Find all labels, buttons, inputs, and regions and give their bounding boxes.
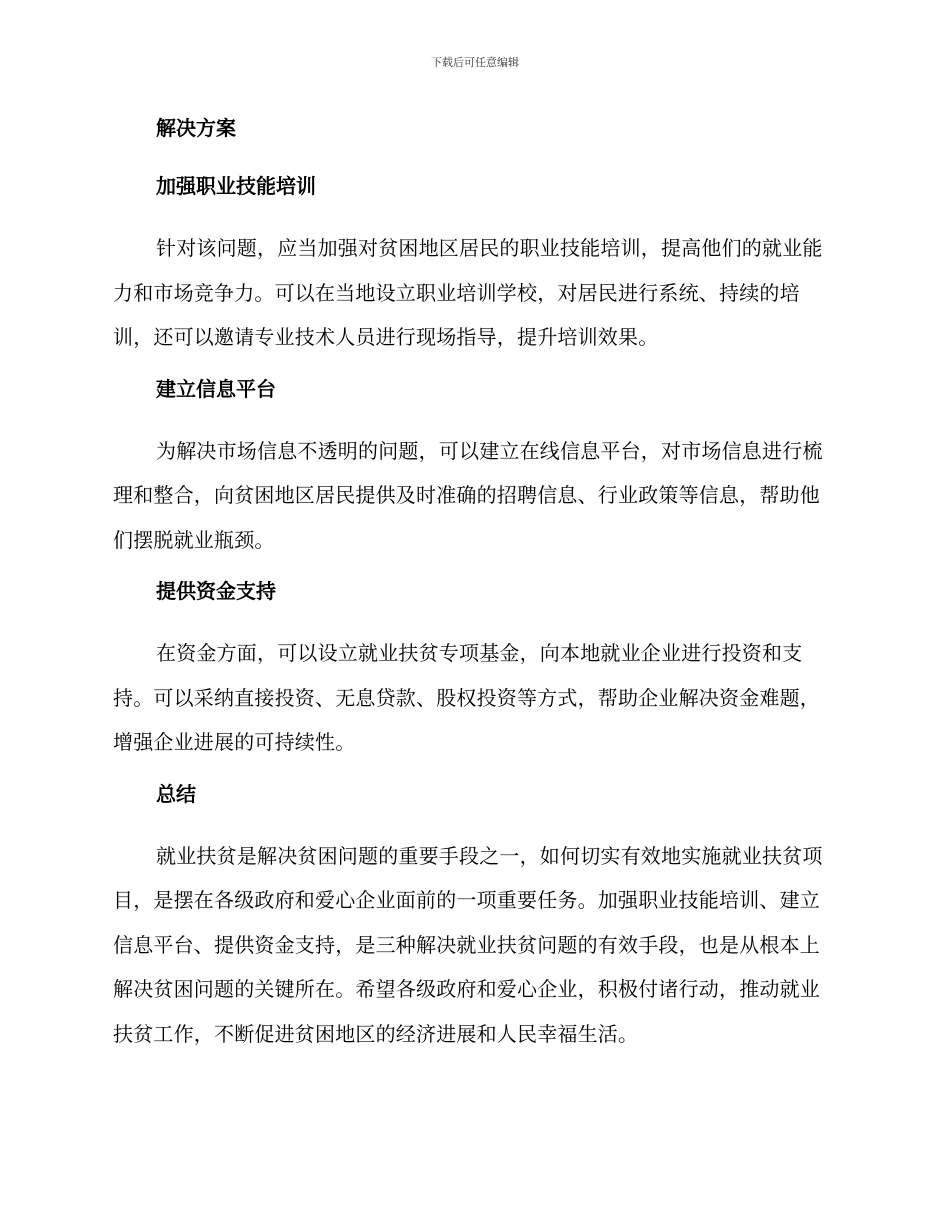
page-header: 下载后可任意编辑	[431, 56, 519, 69]
section-heading-solution: 解决方案	[156, 116, 236, 140]
section-heading-summary: 总结	[156, 781, 196, 806]
section-paragraph-summary: 就业扶贫是解决贫困问题的重要手段之一，如何切实有效地实施就业扶贫项目，是摆在各级政府和爱心企业面前的一项重要任务。加强职业技能培训、建立信息平台、提供资金支持，是三种解决就业扶贫问题的有效手段，也是从根本上解决贫困问题的关键所在。希望各级政府和爱心企业，积极付诸行动，推动就业扶贫工作，不断促进贫困地区的经济进展和人民幸福生活。	[113, 843, 823, 1046]
section-heading-platform: 建立信息平台	[156, 376, 276, 401]
section-paragraph-platform: 为解决市场信息不透明的问题，可以建立在线信息平台，对市场信息进行梳理和整合，向贫困地区居民提供及时准确的招聘信息、行业政策等信息，帮助他们摆脱就业瓶颈。	[113, 438, 823, 552]
document-body	[113, 110, 833, 1067]
section-paragraph-funding: 在资金方面，可以设立就业扶贫专项基金，向本地就业企业进行投资和支持。可以采纳直接投资、无息贷款、股权投资等方式，帮助企业解决资金难题，增强企业进展的可持续性。	[113, 641, 820, 754]
section-heading-training: 加强职业技能培训	[156, 174, 316, 198]
section-paragraph-training: 针对该问题，应当加强对贫困地区居民的职业技能培训，提高他们的就业能力和市场竞争力。可以在当地设立职业培训学校，对居民进行系统、持续的培训，还可以邀请专业技术人员进行现场指导，提升培训效果。	[113, 236, 823, 349]
section-heading-funding: 提供资金支持	[156, 579, 276, 603]
